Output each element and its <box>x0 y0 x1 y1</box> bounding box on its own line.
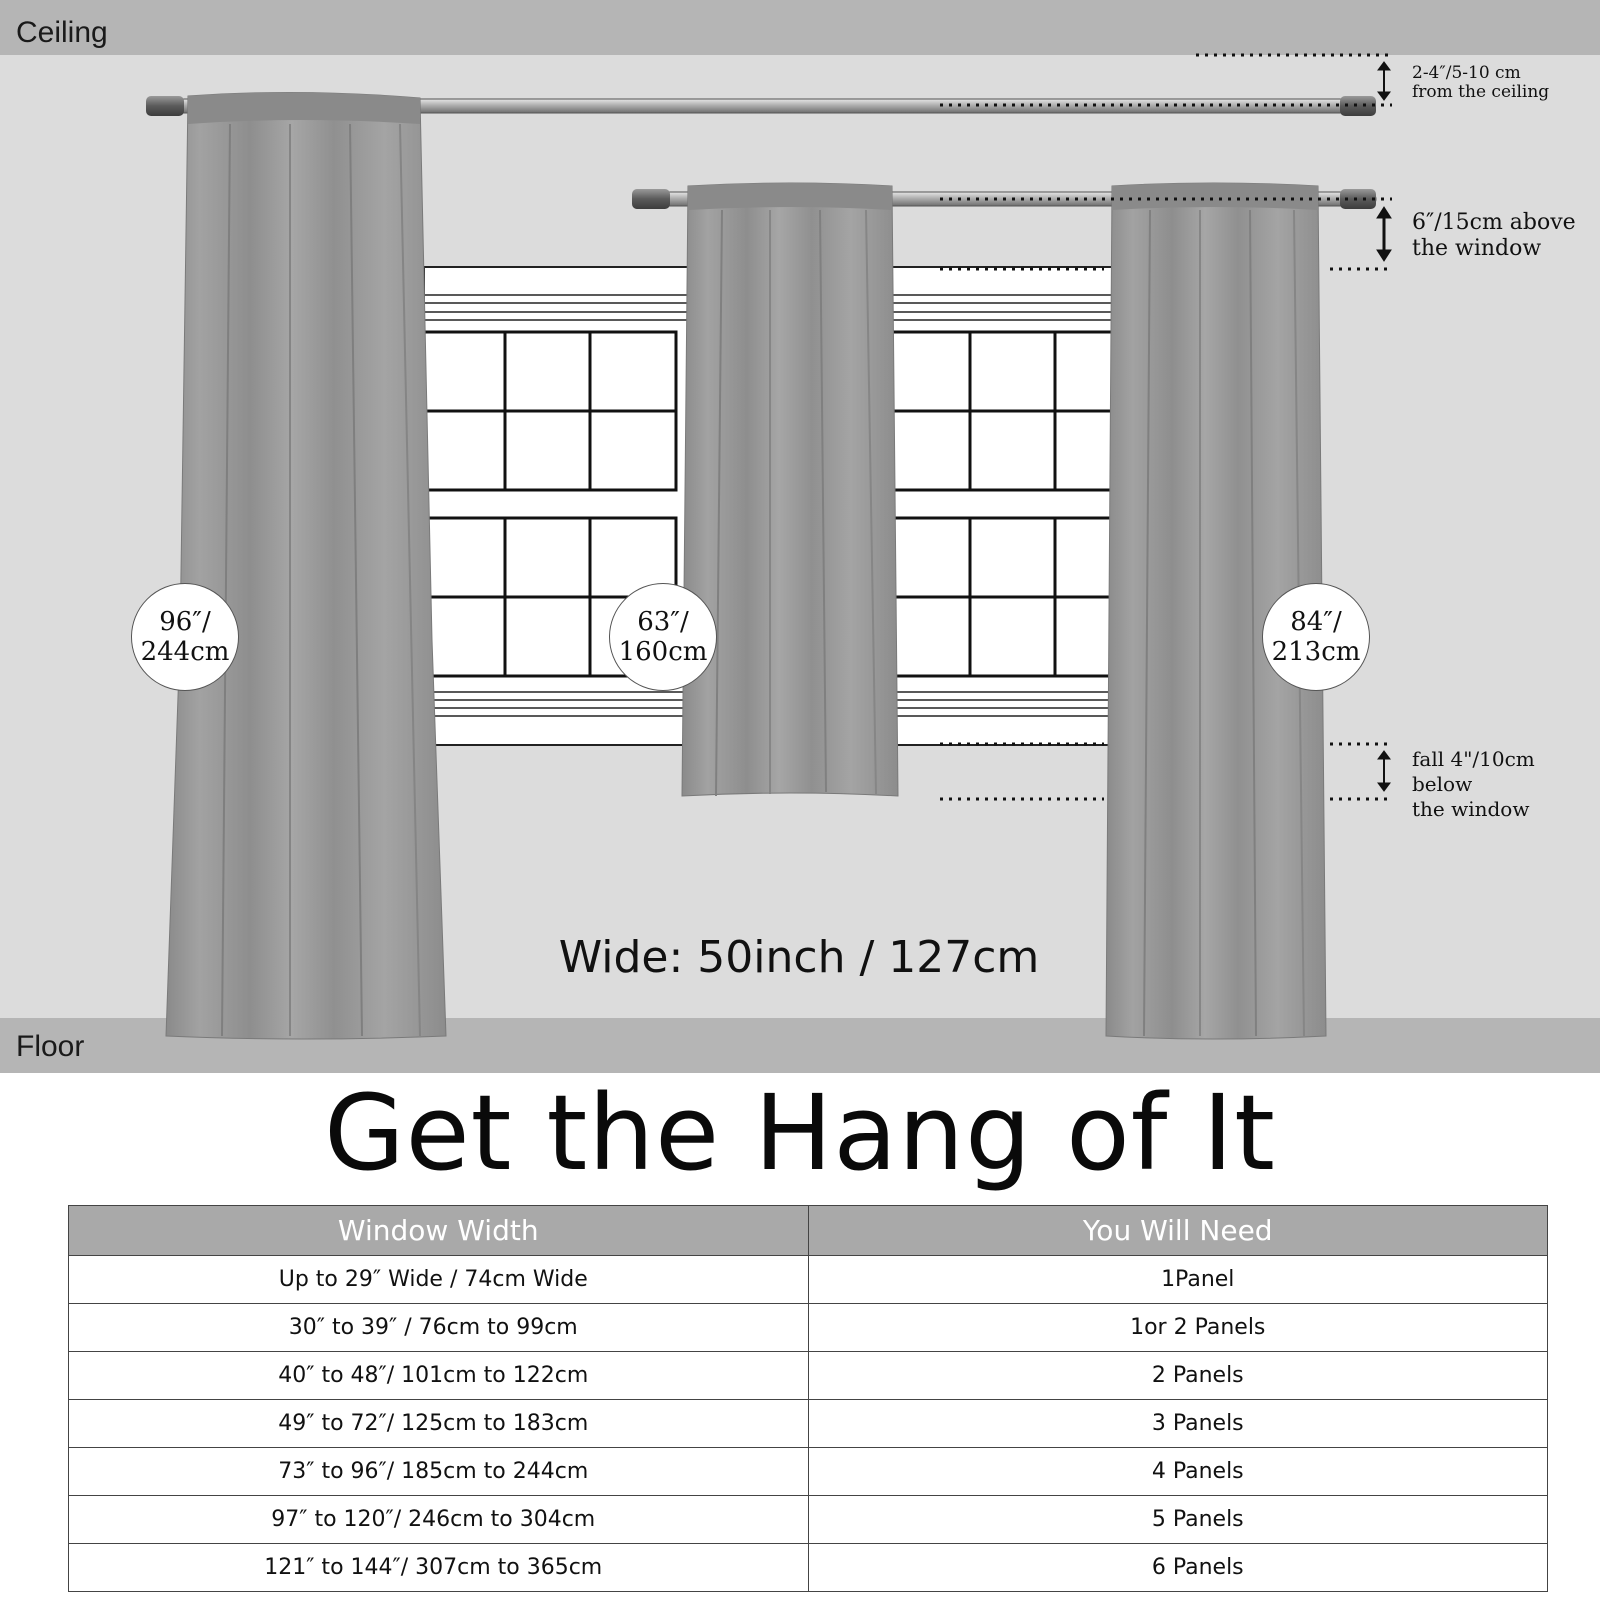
table-row <box>69 1448 1548 1496</box>
below-window-note: fall 4"/10cm below the window <box>1412 747 1535 821</box>
curtain-panel-96 <box>166 92 446 1039</box>
curtain-panel-63 <box>682 183 898 796</box>
length-badge-63 <box>609 583 717 691</box>
length-text: 96″/ 244cm <box>140 607 230 667</box>
length-text: 84″/ 213cm <box>1271 607 1361 667</box>
below-window-arrow <box>1378 751 1390 791</box>
table-row <box>69 1400 1548 1448</box>
header-window-width: Window Width <box>69 1206 809 1256</box>
length-text: 63″/ 160cm <box>618 607 708 667</box>
panels-needed-cell: 2 Panels <box>808 1352 1548 1400</box>
floor-label: Floor <box>16 1030 85 1063</box>
panel-width-label <box>0 932 1600 983</box>
table-row <box>69 1256 1548 1304</box>
panels-needed-cell: 1Panel <box>808 1256 1548 1304</box>
above-window-note: 6″/15cm above the window <box>1412 210 1576 261</box>
ceiling-gap-note: 2-4″/5-10 cm from the ceiling <box>1412 63 1550 102</box>
panels-needed-cell: 1or 2 Panels <box>808 1304 1548 1352</box>
panels-needed-cell: 6 Panels <box>808 1544 1548 1592</box>
table-row <box>69 1352 1548 1400</box>
above-window-arrow <box>1377 207 1391 261</box>
panel-guide-table <box>68 1205 1548 1592</box>
length-badge-84 <box>1262 583 1370 691</box>
table-row <box>69 1544 1548 1592</box>
panels-needed-cell: 5 Panels <box>808 1496 1548 1544</box>
window-width-cell: 121″ to 144″/ 307cm to 365cm <box>69 1544 809 1592</box>
ceiling-gap-arrow <box>1378 62 1390 100</box>
panels-needed-cell: 3 Panels <box>808 1400 1548 1448</box>
window-width-cell: 73″ to 96″/ 185cm to 244cm <box>69 1448 809 1496</box>
panels-needed-cell: 4 Panels <box>808 1448 1548 1496</box>
page-title: Get the Hang of It <box>324 1072 1276 1194</box>
window-width-cell: 30″ to 39″ / 76cm to 99cm <box>69 1304 809 1352</box>
table-row <box>69 1496 1548 1544</box>
panel-width-text: Wide: 50inch / 127cm <box>558 932 1040 983</box>
window-width-cell: 97″ to 120″/ 246cm to 304cm <box>69 1496 809 1544</box>
window-width-cell: 49″ to 72″/ 125cm to 183cm <box>69 1400 809 1448</box>
header-you-will-need: You Will Need <box>808 1206 1548 1256</box>
window-width-cell: Up to 29″ Wide / 74cm Wide <box>69 1256 809 1304</box>
table-row <box>69 1304 1548 1352</box>
length-badge-96 <box>131 583 239 691</box>
table-header-row <box>69 1206 1548 1256</box>
ceiling-label: Ceiling <box>16 16 108 49</box>
window-width-cell: 40″ to 48″/ 101cm to 122cm <box>69 1352 809 1400</box>
